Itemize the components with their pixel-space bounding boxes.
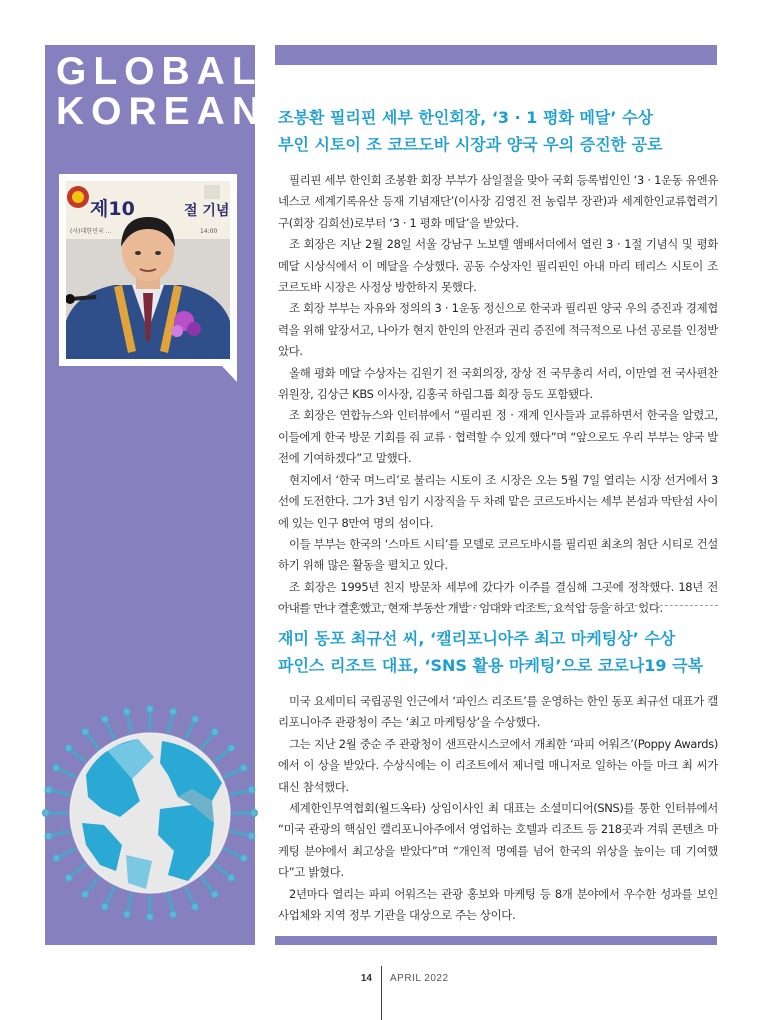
person-figure-body — [107, 887, 115, 903]
person-figure-body — [53, 791, 71, 795]
person-figure-body — [168, 893, 172, 911]
article1-paragraph: 현지에서 ‘한국 며느리’로 불리는 시토이 조 시장은 오는 5월 7일 열리는 시장 선거에서 3선에 도전한다. 그가 3년 임기 시장직을 두 차례 맡은 코르도바시는 세부 본섬과 막탄섬 사이에 있는 인구 8만여 명의 섬이다. — [278, 472, 718, 530]
person-figure-body — [214, 751, 228, 762]
person-figure-body — [186, 887, 194, 903]
section-title-line1: GLOBAL — [56, 50, 263, 93]
person-figure-body — [72, 751, 86, 762]
article1-headline-line2: 부인 시토이 조 코르도바 시장과 양국 우의 증진한 공로 — [278, 135, 663, 154]
person-figure-head — [45, 833, 52, 840]
person-figure-head — [45, 786, 52, 793]
person-figure-body — [88, 877, 99, 891]
person-figure-body — [60, 849, 76, 857]
person-figure-head — [147, 914, 154, 921]
person-figure-head — [82, 728, 89, 735]
article1-body — [278, 170, 718, 620]
person-figure-body — [128, 716, 132, 734]
person-figure-head — [65, 874, 72, 881]
person-figure-body — [107, 723, 115, 739]
article-divider — [278, 605, 718, 606]
person-figure-body — [230, 791, 248, 795]
person-figure-head — [65, 745, 72, 752]
portrait-photo — [66, 181, 230, 359]
person-figure-head — [240, 855, 247, 862]
globe-illustration — [42, 705, 258, 921]
person-figure-body — [53, 831, 71, 835]
person-figure-head — [211, 728, 218, 735]
article2-headline-line1: 재미 동포 최규선 씨, ‘캘리포니아주 최고 마케팅상’ 수상 — [278, 629, 676, 648]
top-accent-bar — [275, 45, 717, 65]
person-figure-body — [201, 735, 212, 749]
person-figure-head — [43, 810, 50, 817]
person-figure-head — [170, 911, 177, 918]
person-figure-head — [101, 903, 108, 910]
person-figure-body — [60, 770, 76, 778]
article1-paragraph: 조 회장 부부는 자유와 정의의 3 · 1운동 정신으로 한국과 필리핀 양국 우의 증진과 경제협력을 위해 앞장서고, 나아가 현지 한인의 안전과 권리 증진에 적극적으로 나선 공로를 인정받았다. — [278, 301, 718, 359]
article2-headline — [278, 625, 703, 679]
person-figure-head — [211, 891, 218, 898]
person-figure-body — [224, 849, 240, 857]
person-figure-head — [82, 891, 89, 898]
banner-subtext: (사)대한민국 ... — [70, 228, 112, 235]
person-figure-head — [123, 708, 130, 715]
person-figure-head — [248, 833, 255, 840]
person-figure-head — [53, 855, 60, 862]
article2-paragraph: 2년마다 열리는 파피 어워즈는 관광 홍보와 마케팅 등 8개 분야에서 우수한 성과를 보인 사업체와 지역 정부 기관을 대상으로 주는 상이다. — [278, 886, 718, 923]
issue-date: APRIL 2022 — [390, 973, 449, 984]
article1-paragraph: 조 회장은 지난 2월 28일 서울 강남구 노보텔 앰배서더에서 열린 3 · 1절 기념식 및 평화 메달 시상식에서 이 메달을 수상했다. 공동 수상자인 필리핀인 아내 마리 테리스 시토이 조 코르도바 시장은 사정상 방한하지 못했다. — [278, 237, 718, 295]
person-figure-head — [228, 745, 235, 752]
section-title-line2: KOREAN — [56, 90, 268, 133]
person-figure-body — [224, 770, 240, 778]
page-number: 14 — [360, 973, 372, 984]
person-figure-head — [53, 764, 60, 771]
person-figure-head — [240, 764, 247, 771]
person-figure-body — [88, 735, 99, 749]
article1-paragraph: 조 회장은 1995년 친지 방문차 세부에 갔다가 이주를 결심해 그곳에 정착했다. 18년 전 아내를 만나 결혼했고, 현재 부동산 개발 · 임대와 리조트, 요식업 등을 하고 있다. — [278, 579, 718, 616]
article2-headline-line2: 파인스 리조트 대표, ‘SNS 활용 마케팅’으로 코로나19 극복 — [278, 656, 704, 675]
section-title — [56, 52, 267, 132]
article1-paragraph: 올해 평화 메달 수상자는 김원기 전 국회의장, 장상 전 국무총리 서리, 이만열 전 국사편찬위원장, 김상근 KBS 이사장, 김홍국 하림그룹 회장 등도 포함됐다. — [278, 365, 718, 402]
person-figure-head — [192, 716, 199, 723]
person-figure-head — [170, 708, 177, 715]
banner-text: 제10 — [90, 198, 135, 220]
person-figure-head — [101, 716, 108, 723]
portrait-illustration — [66, 181, 230, 359]
person-figure-head — [147, 706, 154, 713]
photo-callout-tail — [222, 366, 237, 382]
person-figure-body — [201, 877, 212, 891]
person-figure-head — [248, 786, 255, 793]
person-figure-body — [72, 864, 86, 875]
banner-time: 14:00 — [200, 228, 218, 235]
article1-headline — [278, 104, 663, 158]
photo-frame — [59, 174, 237, 366]
footer-divider — [381, 966, 382, 1020]
person-figure-body — [214, 864, 228, 875]
person-figure-body — [128, 893, 132, 911]
article2-body — [278, 691, 718, 926]
article2-paragraph: 그는 지난 2월 중순 주 관광청이 샌프란시스코에서 개최한 ‘파피 어워즈’(Poppy Awards)에서 이 상을 받았다. 수상식에는 이 리조트에서 제너럴 매니저로 일하는 아들 마크 최 씨가 대신 참석했다. — [278, 736, 718, 794]
article1-headline-line1: 조봉환 필리핀 세부 한인회장, ‘3 · 1 평화 메달’ 수상 — [278, 108, 653, 127]
article1-paragraph: 조 회장은 연합뉴스와 인터뷰에서 “필리핀 정 · 재계 인사들과 교류하면서 한국을 알렸고, 이들에게 한국 방문 기회를 줘 교류 · 협력할 수 있게 했다”며 “앞으로도 우리 부부는 양국 발전에 기여하겠다”고 말했다. — [278, 408, 718, 466]
article2-paragraph: 세계한인무역협회(월드옥타) 상임이사인 최 대표는 소셜미디어(SNS)를 통한 인터뷰에서 “미국 관광의 핵심인 캘리포니아주에서 영업하는 호텔과 리조트 등 218곳과 겨뤄 콘텐츠 마케팅 분야에서 최고상을 받았다”며 “개인적 명예를 넘어 한국의 위상을 높이는 데 기여했다”고 밝혔다. — [278, 801, 718, 880]
article1-paragraph: 필리핀 세부 한인회 조봉환 회장 부부가 삼일절을 맞아 국회 등록법인인 ‘3 · 1운동 유엔유네스코 세계기록유산 등재 기념재단’(이사장 김영진 전 농림부 장관)과 세계한인교류협력기구(회장 김희선)로부터 ‘3 · 1 평화 메달’을 받았다. — [278, 173, 718, 230]
article2-paragraph: 미국 요세미티 국립공원 인근에서 ‘파인스 리조트’를 운영하는 한인 동포 최규선 대표가 캘리포니아주 관광청이 주는 ‘최고 마케팅상’을 수상했다. — [278, 694, 718, 730]
person-figure-head — [251, 810, 258, 817]
bottom-accent-bar — [275, 936, 717, 945]
person-figure-head — [192, 903, 199, 910]
person-figure-body — [186, 723, 194, 739]
article1-paragraph: 이들 부부는 한국의 ‘스마트 시티’를 모델로 코르도바시를 필리핀 최초의 첨단 시티로 건설하기 위해 많은 활동을 펼치고 있다. — [278, 536, 718, 573]
person-figure-body — [230, 831, 248, 835]
banner-text-right: 절 기념 — [184, 203, 230, 219]
globe-icon — [42, 705, 258, 921]
person-figure-head — [123, 911, 130, 918]
person-figure-head — [228, 874, 235, 881]
person-figure-body — [168, 716, 172, 734]
